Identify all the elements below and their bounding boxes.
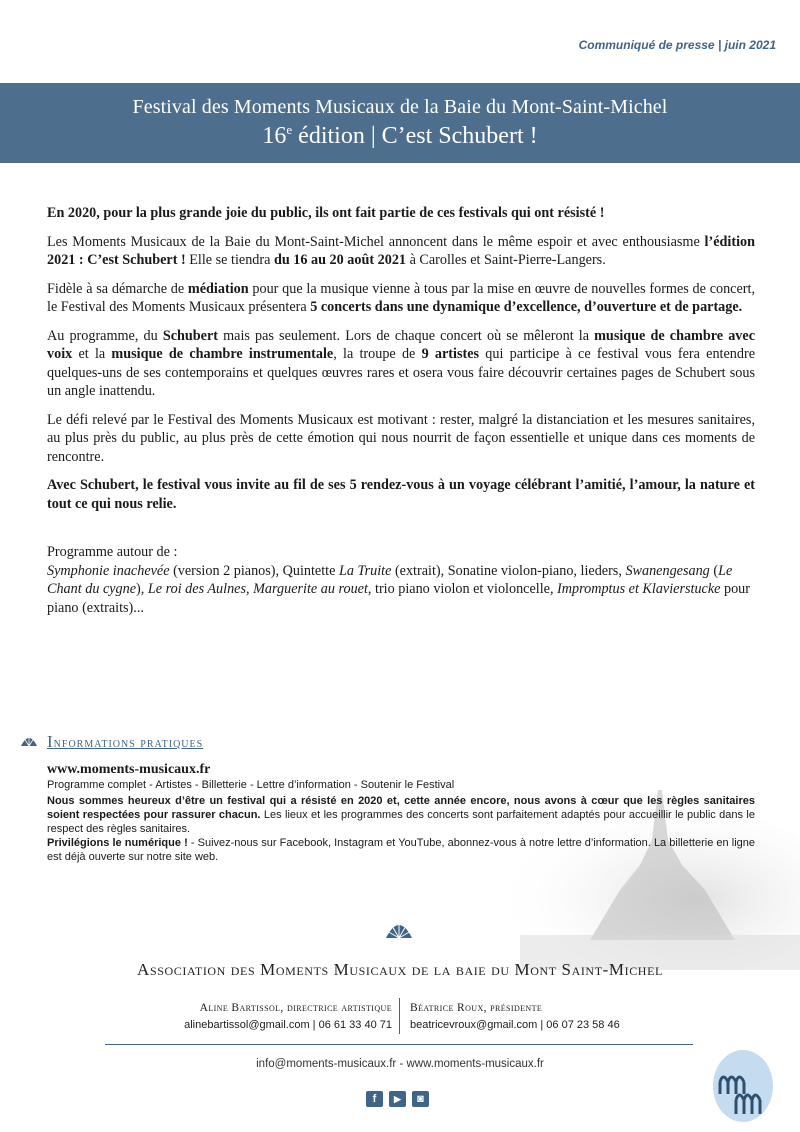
paragraph-programme: Au programme, du Schubert mais pas seulement. Lors de chaque concert où se mêleront la musique de chambre avec voix et la musique de chambre instrumentale, la troupe de 9 artistes qui participe à ce festival vous fera entendre quelques-uns de ses contemporains et quelques œuvres rares et osera vous faire découvrir certaines pages de Schubert sous un angle inattendu. xyxy=(47,327,755,399)
facebook-icon[interactable]: f xyxy=(366,1091,383,1107)
youtube-icon[interactable]: ▶ xyxy=(389,1091,406,1107)
programme-list: Programme autour de : Symphonie inachevée (version 2 pianos), Quintette La Truite (extrait), Sonatine violon-piano, lieders, Swanengesang (Le Chant du cygne), Le roi des Aulnes, Marguerite au rouet, trio piano violon et violoncelle, Impromptus et Klavierstucke pour piano (extraits)... xyxy=(47,544,750,616)
paragraph-mediation: Fidèle à sa démarche de médiation pour que la musique vienne à tous par la mise en œuvre de nouvelles formes de concert, le Festival des Moments Musicaux présentera 5 concerts dans une dynamique d’excellence, d’ouverture et de partage. xyxy=(47,280,755,315)
footer-divider xyxy=(105,1044,693,1045)
press-release-date: Communiqué de presse | juin 2021 xyxy=(578,38,776,52)
shell-icon xyxy=(19,734,39,748)
social-links xyxy=(366,1091,429,1107)
festival-title: Festival des Moments Musicaux de la Baie du Mont-Saint-Michel xyxy=(132,96,668,118)
paragraph-defi: Le défi relevé par le Festival des Moments Musicaux est motivant : rester, malgré la distanciation et les mesures sanitaires, au plus près du public, au plus près de cette émotion qui nous nourrit de façon essentielle et unique dans ces moments de rencontre. xyxy=(47,411,755,465)
title-banner xyxy=(0,83,800,163)
contact-director: Aline Bartissol, directrice artistique alinebartissol@gmail.com | 06 61 33 40 71 xyxy=(184,1000,392,1034)
association-name: Association des Moments Musicaux de la baie du Mont Saint-Michel xyxy=(137,960,663,979)
digital-info: Privilégions le numérique ! - Suivez-nous sur Facebook, Instagram et YouTube, abonnez-vous à notre lettre d’information. La billetterie en ligne est déjà ouverte sur notre site web. xyxy=(47,837,755,863)
president-email[interactable]: beatricevroux@gmail.com | 06 07 23 58 46 xyxy=(410,1019,620,1031)
edition-title: 16e édition | C’est Schubert ! xyxy=(262,122,538,149)
website-link[interactable]: www.moments-musicaux.fr xyxy=(47,762,211,777)
lead-paragraph: En 2020, pour la plus grande joie du public, ils ont fait partie de ces festivals qui ont résisté ! xyxy=(47,205,605,221)
shell-icon xyxy=(384,918,414,940)
footer-contact-line[interactable]: info@moments-musicaux.fr - www.moments-musicaux.fr xyxy=(256,1058,544,1070)
mm-logo-icon xyxy=(710,1048,776,1124)
contact-divider xyxy=(399,998,400,1034)
practical-info-title: Informations pratiques xyxy=(47,732,204,751)
sanitary-info: Nous sommes heureux d’être un festival qui a résisté en 2020 et, cette année encore, nous avons à cœur que les règles sanitaires soient respectées pour rassurer chacun. Les lieux et les programmes des concerts sont parfaitement adaptés pour accueillir le public dans le respect des règles sanitaires. xyxy=(47,795,755,835)
paragraph-edition: Les Moments Musicaux de la Baie du Mont-Saint-Michel annoncent dans le même espoir et avec enthousiasme l’édition 2021 : C’est Schubert ! Elle se tiendra du 16 au 20 août 2021 à Carolles et Saint-Pierre-Langers. xyxy=(47,233,755,268)
paragraph-closing: Avec Schubert, le festival vous invite au fil de ses 5 rendez-vous à un voyage célébrant l’amitié, l’amour, la nature et tout ce qui nous relie. xyxy=(47,477,755,512)
contact-president: Béatrice Roux, présidente beatricevroux@gmail.com | 06 07 23 58 46 xyxy=(410,1000,620,1034)
site-sections: Programme complet - Artistes - Billetterie - Lettre d’information - Soutenir le Festival xyxy=(47,779,455,791)
press-body xyxy=(47,204,755,627)
practical-info xyxy=(47,732,755,864)
instagram-icon[interactable]: ◙ xyxy=(412,1091,429,1107)
director-email[interactable]: alinebartissol@gmail.com | 06 61 33 40 71 xyxy=(184,1019,392,1031)
